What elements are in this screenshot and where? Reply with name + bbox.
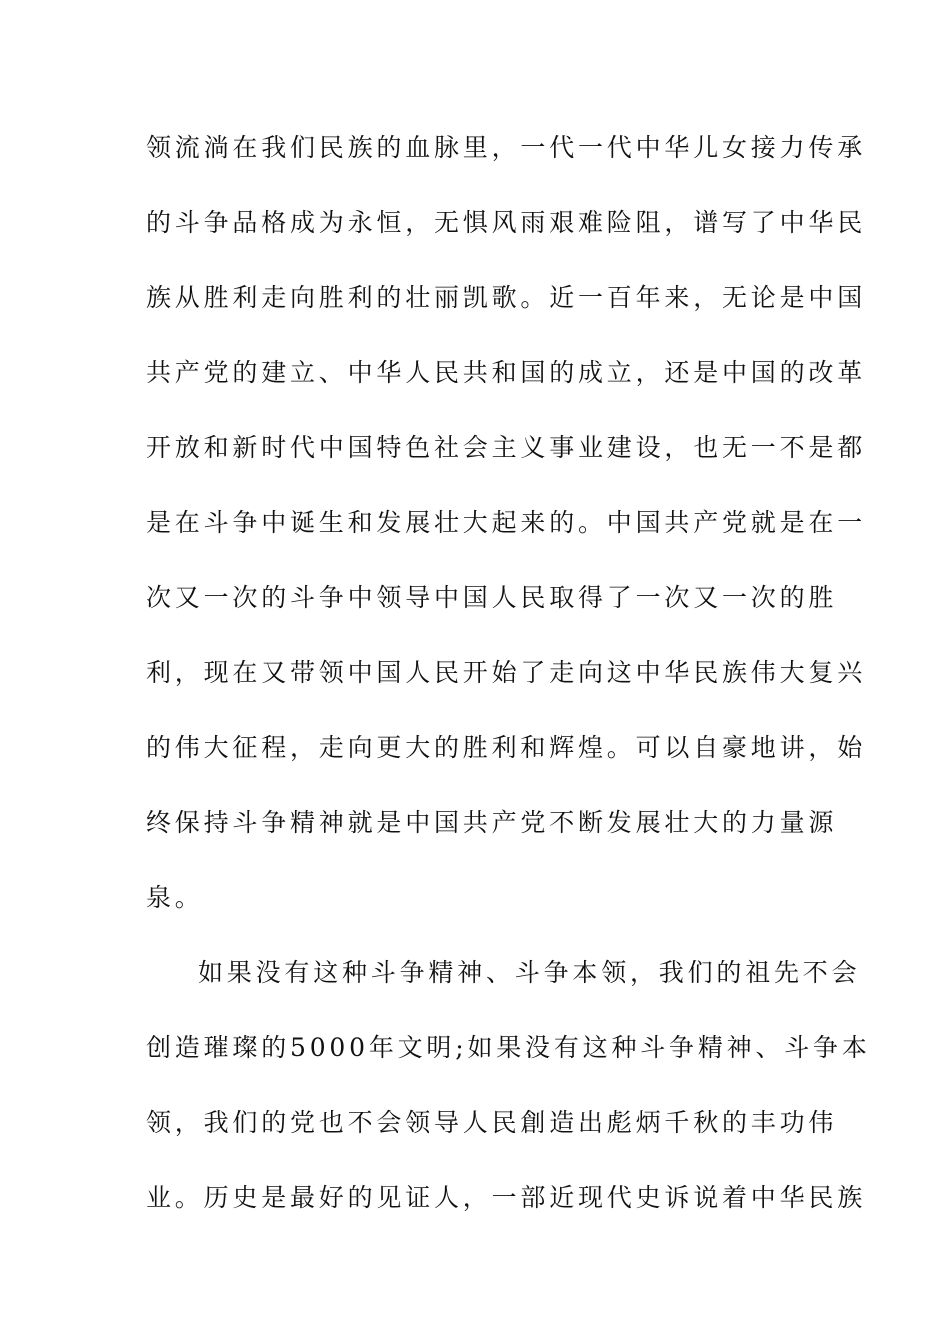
paragraph-1-line-6: 是在斗争中诞生和发展壮大起来的。中国共产党就是在一 [146,508,867,537]
body-text [146,133,871,1258]
paragraph-2-line-4: 业。历史是最好的见证人，一部近现代史诉说着中华民族 [146,1183,867,1212]
paragraph-1-line-9: 的伟大征程，走向更大的胜利和辉煌。可以自豪地讲，始 [146,733,867,762]
paragraph-2-line-3: 领，我们的党也不会领导人民創造出彪炳千秋的丰功伟 [146,1108,838,1137]
paragraph-1-line-3: 族从胜利走向胜利的壮丽凯歌。近一百年来，无论是中国 [146,283,867,312]
paragraph-2-line-2: 创造璀璨的5000年文明;如果没有这种斗争精神、斗争本 [146,1033,871,1062]
paragraph-1-line-4: 共产党的建立、中华人民共和国的成立，还是中国的改革 [146,358,867,387]
paragraph-1-line-11: 泉。 [146,883,204,912]
paragraph-1-line-10: 终保持斗争精神就是中国共产党不断发展壮大的力量源 [146,808,838,837]
paragraph-1-line-5: 开放和新时代中国特色社会主义事业建设，也无一不是都 [146,433,867,462]
paragraph-2-line-1: 如果没有这种斗争精神、斗争本领，我们的祖先不会 [198,958,861,987]
paragraph-1-line-2: 的斗争品格成为永恒，无惧风雨艰难险阻，谱写了中华民 [146,208,867,237]
paragraph-1-line-8: 利，现在又带领中国人民开始了走向这中华民族伟大复兴 [146,658,867,687]
paragraph-1-line-7: 次又一次的斗争中领导中国人民取得了一次又一次的胜 [146,583,838,612]
paragraph-1-line-1: 领流淌在我们民族的血脉里，一代一代中华儿女接力传承 [146,133,867,162]
